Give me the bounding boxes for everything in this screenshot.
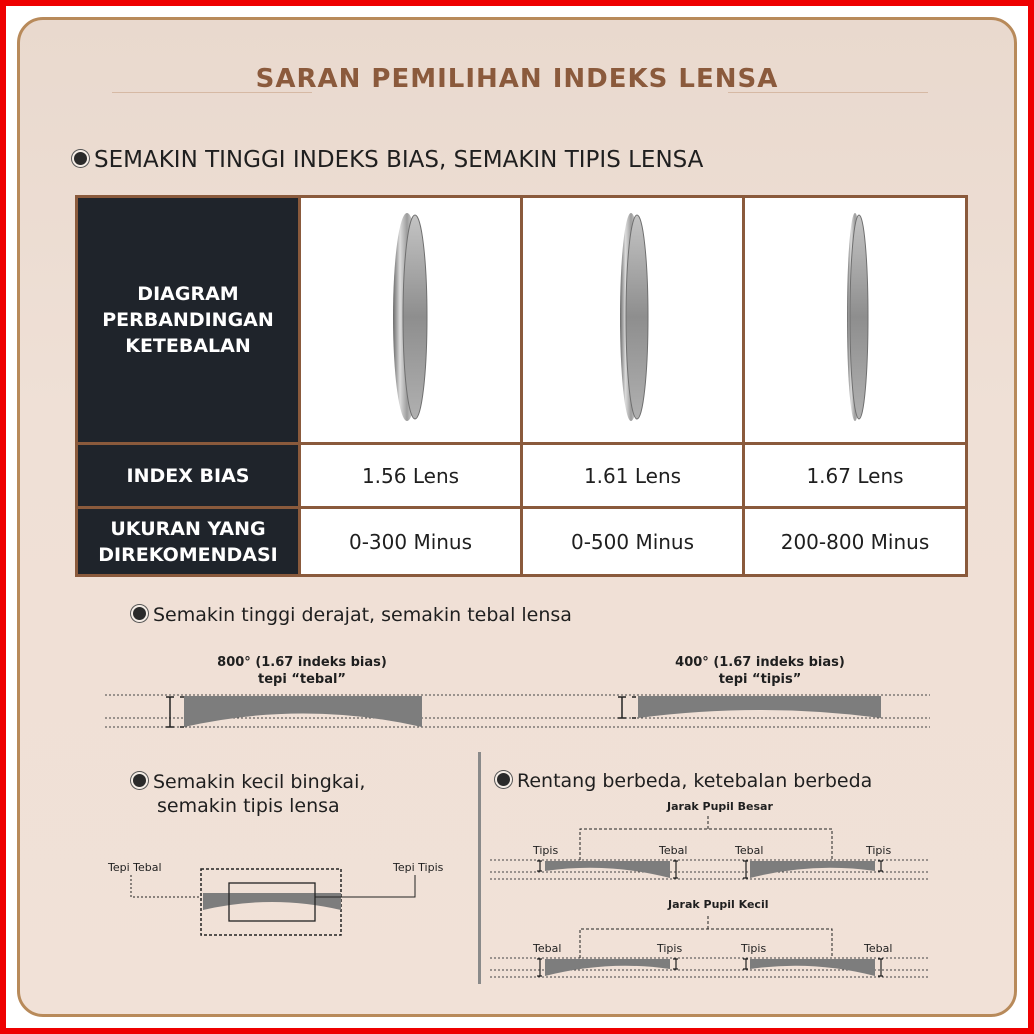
section-heading-index: SEMAKIN TINGGI INDEKS BIAS, SEMAKIN TIPIS LENSA [72, 147, 703, 173]
label-large-pupil: Jarak Pupil Besar [667, 800, 773, 813]
edge-label: Tipis [741, 942, 767, 955]
range-cell: 0-300 Minus [300, 508, 522, 576]
label-thin-edge: Tepi Tipis [393, 861, 444, 874]
label-thick-edge: Tepi Tebal [108, 861, 162, 874]
edge-label: Tipis [657, 942, 683, 955]
row-header-index: INDEX BIAS [77, 443, 300, 508]
index-cell: 1.56 Lens [300, 443, 522, 508]
caption-400: 400° (1.67 indeks bias) tepi “tipis” [675, 655, 845, 687]
row-header-size: UKURAN YANG DIREKOMENDASI [77, 508, 300, 576]
range-cell: 200-800 Minus [744, 508, 967, 576]
edge-label: Tipis [866, 844, 892, 857]
page-title: SARAN PEMILIHAN INDEKS LENSA [255, 64, 779, 94]
edge-label: Tebal [533, 942, 562, 955]
section-heading-degree: Semakin tinggi derajat, semakin tebal lensa [131, 604, 572, 626]
label-small-pupil: Jarak Pupil Kecil [668, 898, 769, 911]
row-header-diagram: DIAGRAM PERBANDINGAN KETEBALAN [77, 197, 300, 444]
section-heading-range: Rentang berbeda, ketebalan berbeda [495, 770, 872, 792]
edge-label: Tipis [533, 844, 559, 857]
edge-label: Tebal [735, 844, 764, 857]
caption-800: 800° (1.67 indeks bias) tepi “tebal” [217, 655, 387, 687]
edge-label: Tebal [864, 942, 893, 955]
section-heading-frame: Semakin kecil bingkai, semakin tipis lensa [131, 770, 365, 818]
index-cell: 1.67 Lens [744, 443, 967, 508]
edge-label: Tebal [659, 844, 688, 857]
range-cell: 0-500 Minus [522, 508, 744, 576]
index-cell: 1.61 Lens [522, 443, 744, 508]
